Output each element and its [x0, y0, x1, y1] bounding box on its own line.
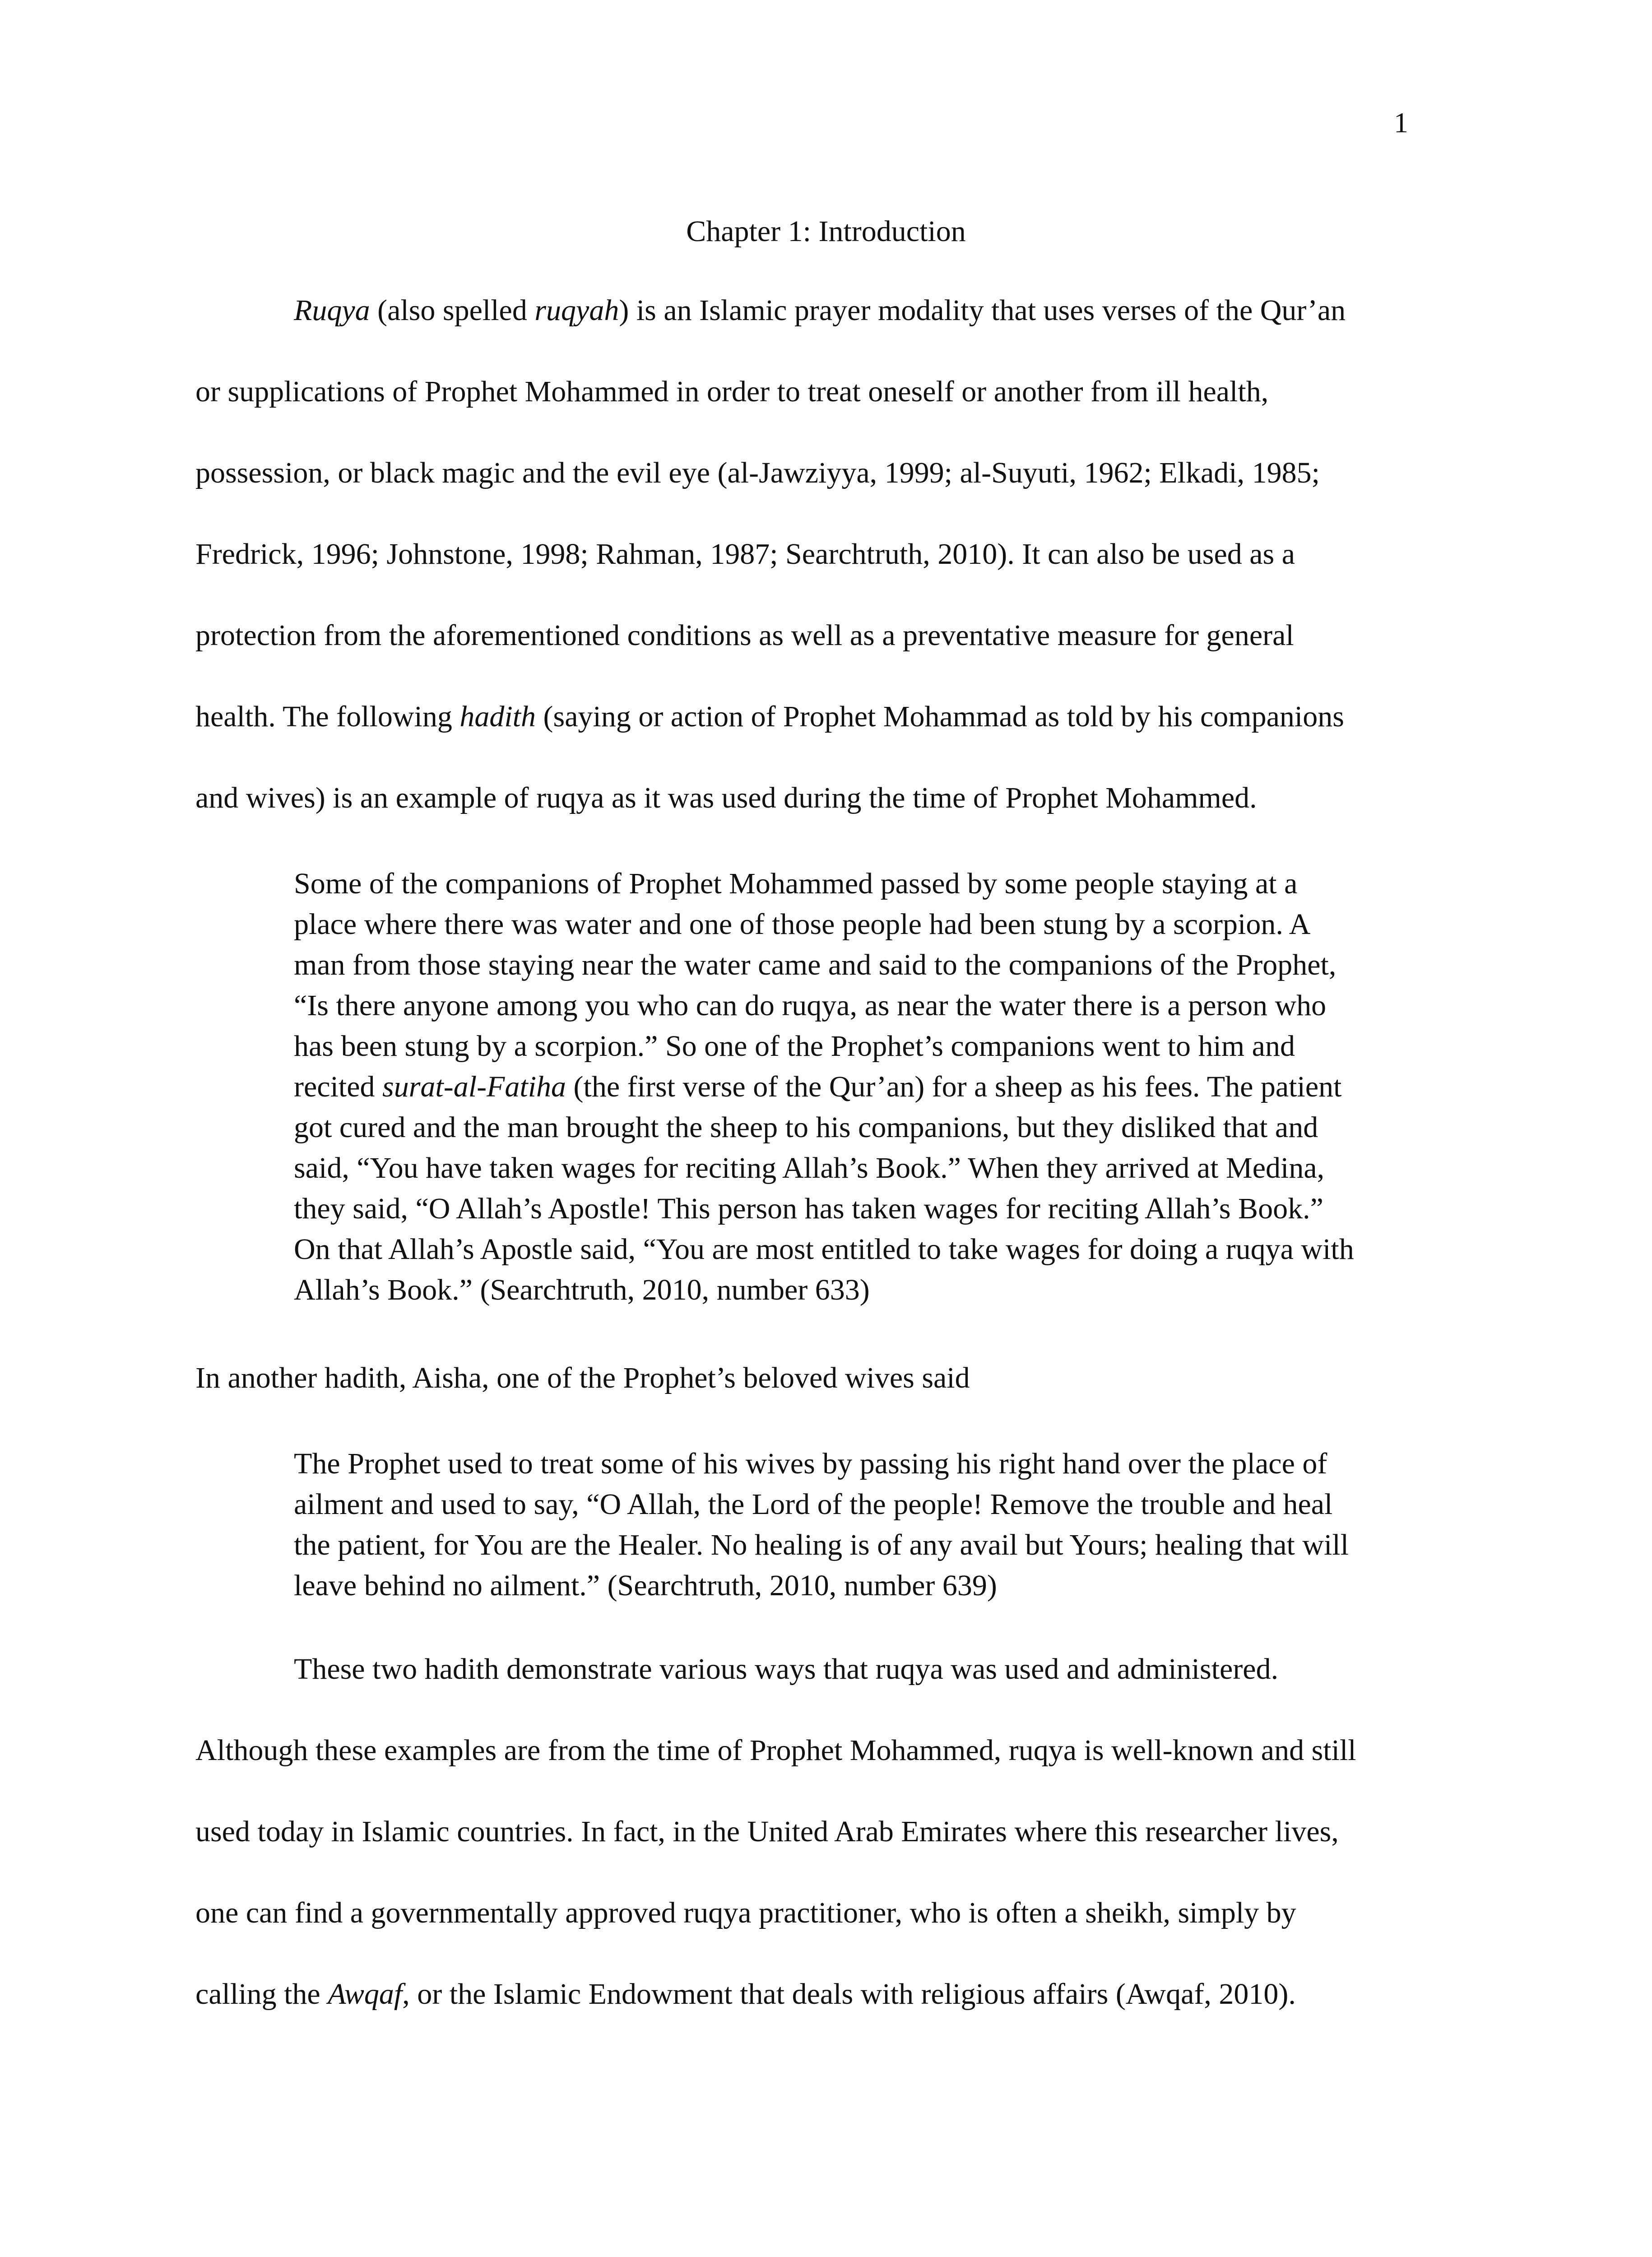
block-quote-1-line: recited surat-al-Fatiha (the first verse of the Qur’an) for a sheep as his fees. The patient [294, 1070, 1342, 1103]
paragraph-1-line: or supplications of Prophet Mohammed in order to treat oneself or another from ill health, [195, 375, 1269, 408]
block-quote-1-line: place where there was water and one of those people had been stung by a scorpion. A [294, 908, 1311, 941]
page-number: 1 [1394, 107, 1408, 139]
paragraph-1-line: protection from the aforementioned conditions as well as a preventative measure for general [195, 619, 1294, 652]
block-quote-1-line: “Is there anyone among you who can do ruqya, as near the water there is a person who [294, 989, 1327, 1022]
block-quote-2-line: leave behind no ailment.” (Searchtruth, 2010, number 639) [294, 1569, 997, 1602]
paragraph-1-line: Ruqya (also spelled ruqyah) is an Islamic prayer modality that uses verses of the Qur’an [294, 294, 1346, 327]
block-quote-1-line: Allah’s Book.” (Searchtruth, 2010, number 633) [294, 1273, 870, 1306]
paragraph-2-line: These two hadith demonstrate various ways that ruqya was used and administered. [294, 1653, 1279, 1686]
block-quote-2-line: ailment and used to say, “O Allah, the Lord of the people! Remove the trouble and heal [294, 1488, 1333, 1521]
paragraph-1-line: possession, or black magic and the evil eye (al-Jawziyya, 1999; al-Suyuti, 1962; Elkadi, 1985; [195, 456, 1320, 489]
block-quote-1-line: got cured and the man brought the sheep to his companions, but they disliked that and [294, 1111, 1318, 1144]
block-quote-1-line: has been stung by a scorpion.” So one of the Prophet’s companions went to him and [294, 1030, 1295, 1063]
italic-term: hadith [459, 700, 536, 733]
paragraph-2-line: Although these examples are from the time of Prophet Mohammed, ruqya is well-known and still [195, 1734, 1356, 1767]
paragraph-2-line: calling the Awqaf, or the Islamic Endowment that deals with religious affairs (Awqaf, 2010). [195, 1978, 1296, 2011]
interlude-line: In another hadith, Aisha, one of the Prophet’s beloved wives said [195, 1361, 970, 1394]
italic-term: surat-al-Fatiha [382, 1070, 566, 1103]
chapter-title: Chapter 1: Introduction [686, 215, 966, 248]
block-quote-1-line: On that Allah’s Apostle said, “You are most entitled to take wages for doing a ruqya with [294, 1233, 1354, 1266]
paragraph-1-line: and wives) is an example of ruqya as it was used during the time of Prophet Mohammed. [195, 781, 1257, 814]
block-quote-1-line: man from those staying near the water came and said to the companions of the Prophet, [294, 948, 1336, 981]
paragraph-2-line: one can find a governmentally approved ruqya practitioner, who is often a sheikh, simply by [195, 1896, 1296, 1929]
block-quote-1-line: Some of the companions of Prophet Mohammed passed by some people staying at a [294, 867, 1298, 900]
block-quote-2-line: The Prophet used to treat some of his wives by passing his right hand over the place of [294, 1447, 1327, 1480]
block-quote-1-line: they said, “O Allah’s Apostle! This person has taken wages for reciting Allah’s Book.” [294, 1192, 1323, 1225]
paragraph-1-line: Fredrick, 1996; Johnstone, 1998; Rahman, 1987; Searchtruth, 2010). It can also be used as a [195, 538, 1295, 571]
block-quote-2-line: the patient, for You are the Healer. No healing is of any avail but Yours; healing that will [294, 1528, 1349, 1561]
italic-term: Awqaf [328, 1978, 403, 2011]
italic-term: ruqyah [534, 294, 619, 327]
block-quote-1-line: said, “You have taken wages for reciting Allah’s Book.” When they arrived at Medina, [294, 1152, 1325, 1184]
paragraph-1-line: health. The following hadith (saying or action of Prophet Mohammad as told by his companions [195, 700, 1344, 733]
paragraph-2-line: used today in Islamic countries. In fact, in the United Arab Emirates where this researcher lives, [195, 1815, 1339, 1848]
italic-term: Ruqya [294, 294, 370, 327]
